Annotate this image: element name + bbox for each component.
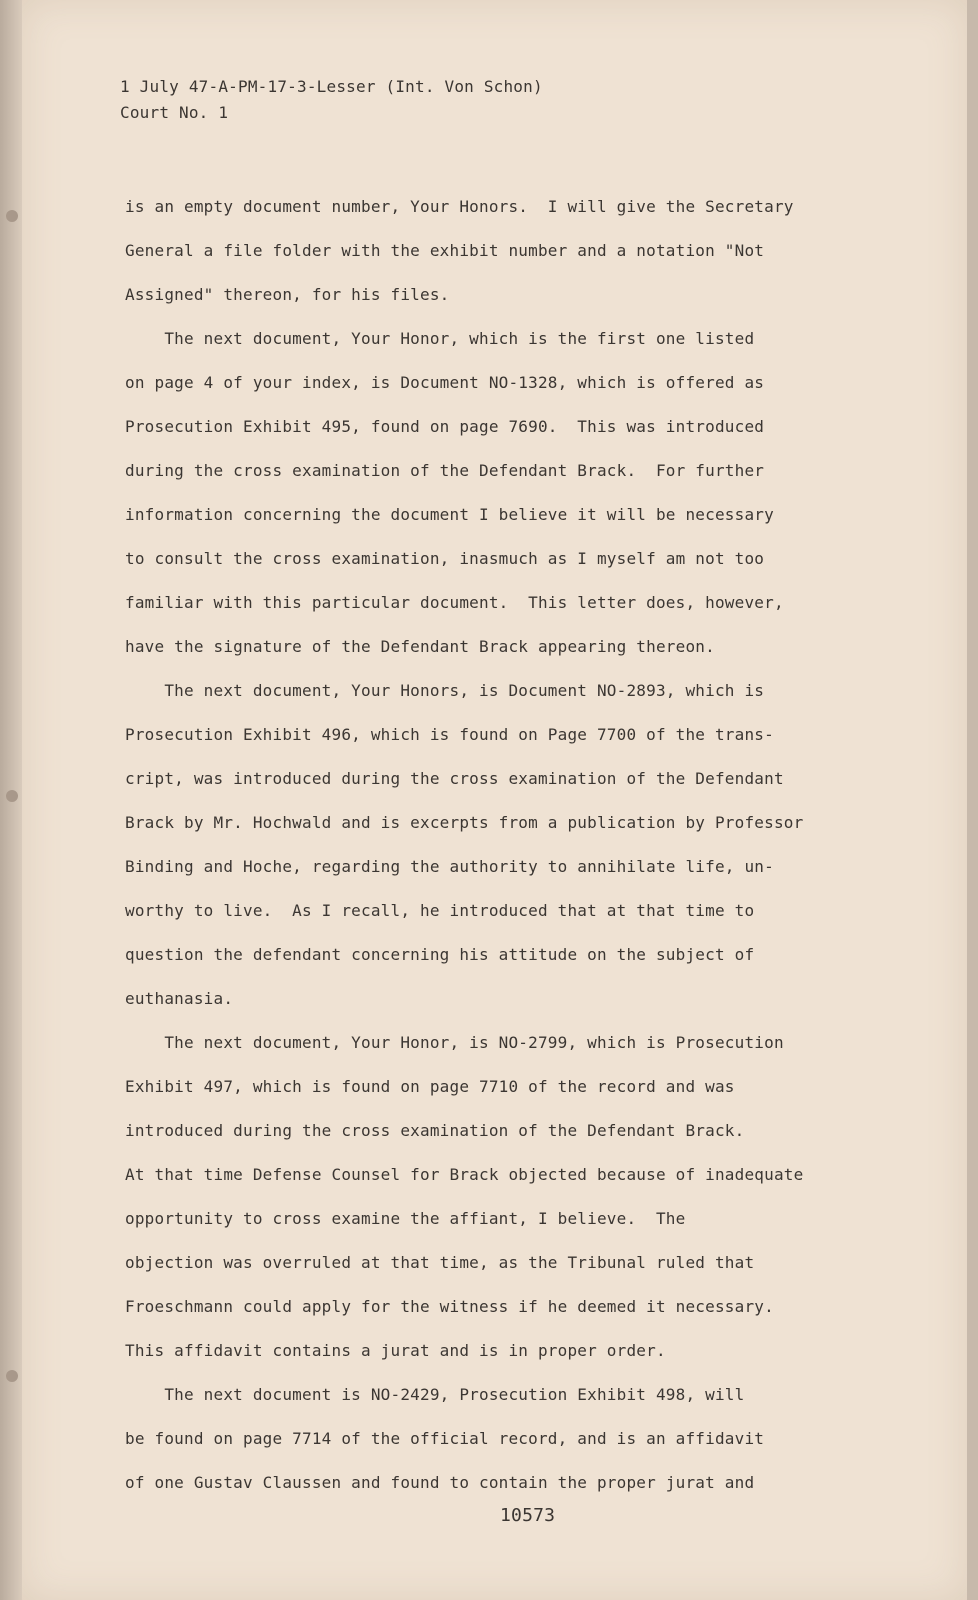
text-line: opportunity to cross examine the affiant, I believe. The — [125, 1209, 686, 1228]
page-number: 10573 — [500, 1505, 556, 1526]
header-line-date-reference: 1 July 47-A-PM-17-3-Lesser (Int. Von Schon) — [120, 77, 543, 96]
text-line: have the signature of the Defendant Brack appearing thereon. — [125, 637, 715, 656]
text-line: Prosecution Exhibit 495, found on page 7690. This was introduced — [125, 417, 765, 436]
text-line: Exhibit 497, which is found on page 7710 of the record and was — [125, 1077, 735, 1096]
header-line-court: Court No. 1 — [120, 103, 229, 122]
text-line: General a file folder with the exhibit number and a notation "Not — [125, 241, 765, 260]
text-line: to consult the cross examination, inasmuch as I myself am not too — [125, 549, 765, 568]
text-line: The next document is NO-2429, Prosecution Exhibit 498, will — [125, 1385, 745, 1404]
binding-hole — [6, 210, 18, 222]
text-line: of one Gustav Claussen and found to contain the proper jurat and — [125, 1473, 755, 1492]
text-line: At that time Defense Counsel for Brack objected because of inadequate — [125, 1165, 804, 1184]
text-line: Prosecution Exhibit 496, which is found on Page 7700 of the trans- — [125, 725, 774, 744]
binding-hole — [6, 1370, 18, 1382]
text-line: information concerning the document I believe it will be necessary — [125, 505, 774, 524]
text-line: worthy to live. As I recall, he introduced that at that time to — [125, 901, 755, 920]
text-line: euthanasia. — [125, 989, 234, 1008]
text-line: is an empty document number, Your Honors. I will give the Secretary — [125, 197, 794, 216]
document-page — [22, 0, 967, 1600]
page-binding-edge — [0, 0, 22, 1600]
document-header — [120, 74, 543, 126]
text-line: question the defendant concerning his attitude on the subject of — [125, 945, 755, 964]
text-line: Froeschmann could apply for the witness if he deemed it necessary. — [125, 1297, 774, 1316]
text-line: cript, was introduced during the cross examination of the Defendant — [125, 769, 784, 788]
text-line: during the cross examination of the Defendant Brack. For further — [125, 461, 765, 480]
text-line: This affidavit contains a jurat and is in proper order. — [125, 1341, 666, 1360]
text-line: introduced during the cross examination of the Defendant Brack. — [125, 1121, 745, 1140]
text-line: on page 4 of your index, is Document NO-1328, which is offered as — [125, 373, 765, 392]
text-line: be found on page 7714 of the official record, and is an affidavit — [125, 1429, 765, 1448]
binding-hole — [6, 790, 18, 802]
text-line: The next document, Your Honor, which is the first one listed — [125, 329, 755, 348]
text-line: The next document, Your Honor, is NO-2799, which is Prosecution — [125, 1033, 784, 1052]
text-line: Brack by Mr. Hochwald and is excerpts from a publication by Professor — [125, 813, 804, 832]
text-line: Assigned" thereon, for his files. — [125, 285, 450, 304]
text-line: familiar with this particular document. This letter does, however, — [125, 593, 784, 612]
text-line: Binding and Hoche, regarding the authority to annihilate life, un- — [125, 857, 774, 876]
text-line: objection was overruled at that time, as the Tribunal ruled that — [125, 1253, 755, 1272]
text-line: The next document, Your Honors, is Document NO-2893, which is — [125, 681, 765, 700]
